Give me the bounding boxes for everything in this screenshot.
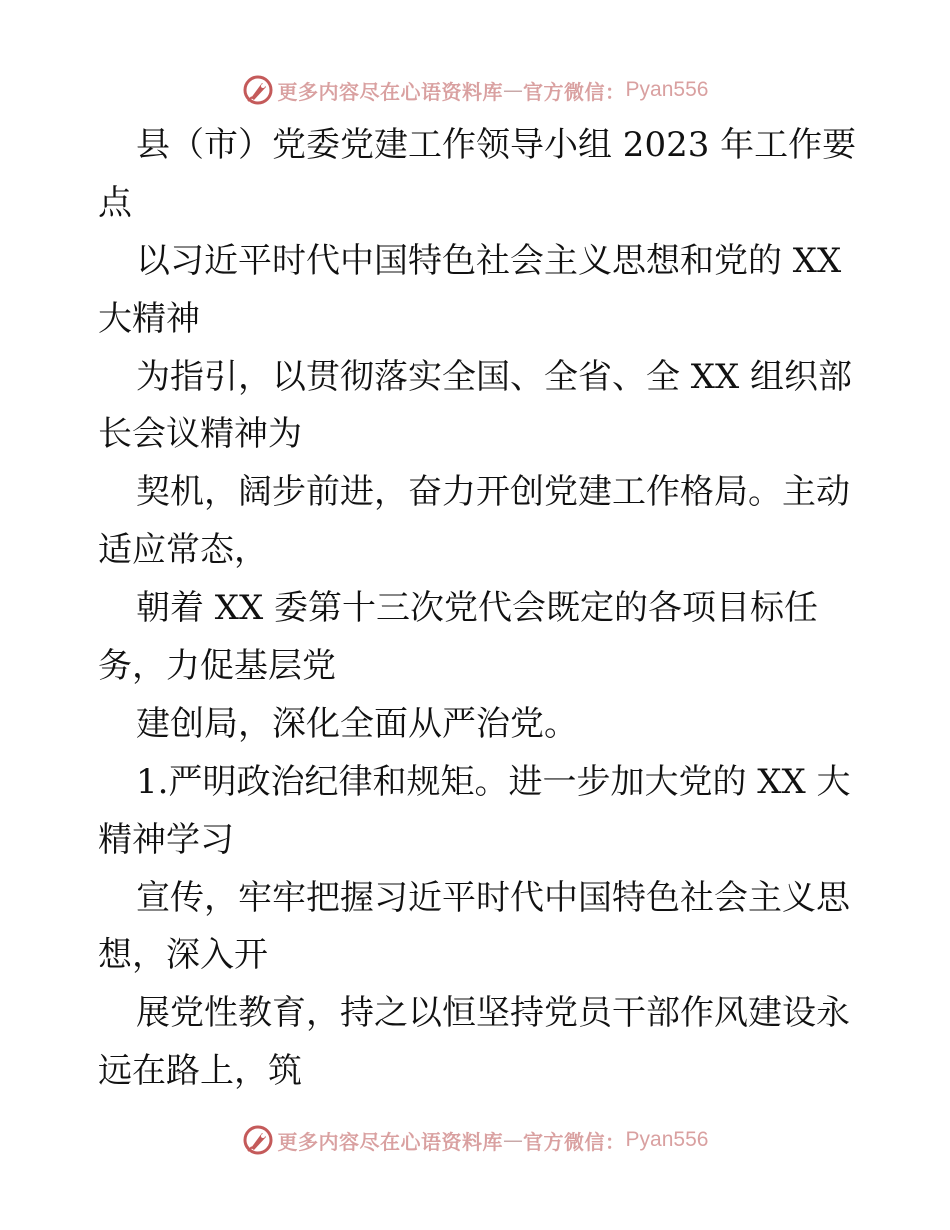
footer-watermark (0, 1120, 950, 1160)
paragraph-line: 展党性教育，持之以恒坚持党员干部作风建设永 (136, 993, 850, 1034)
header-watermark (0, 70, 950, 110)
document-title-line: 县（市）党委党建工作领导小组 2023 年工作要 (136, 125, 857, 165)
watermark-separator: — (503, 78, 524, 102)
paragraph-line-cont: 大精神 (98, 298, 200, 339)
paragraph-line-cont: 精神学习 (98, 819, 234, 860)
watermark-wechat-text: 官方微信： (523, 1129, 626, 1154)
watermark-wechat-text: 官方微信： (523, 79, 626, 104)
paragraph-line: 朝着 XX 委第十三次党代会既定的各项目标任 (136, 588, 819, 629)
paragraph-line-cont: 务，力促基层党 (98, 646, 336, 687)
paragraph-line: 1.严明政治纪律和规矩。进一步加大党的 XX 大 (136, 761, 851, 802)
watermark-handle: Pyan556 (625, 78, 709, 101)
watermark-site-text: 更多内容尽在心语资料库 (277, 1129, 504, 1154)
paragraph-line: 为指引，以贯彻落实全国、全省、全 XX 组织部 (136, 356, 853, 397)
paragraph-line-cont: 长会议精神为 (98, 414, 302, 455)
pen-nib-logo-icon (242, 1124, 274, 1156)
paragraph-line-cont: 远在路上，筑 (98, 1051, 302, 1092)
paragraph-line-cont: 想，深入开 (98, 935, 268, 976)
paragraph-line: 建创局，深化全面从严治党。 (136, 703, 578, 744)
document-body (98, 117, 858, 1101)
paragraph-line-cont: 适应常态， (98, 530, 268, 571)
paragraph-line: 契机，阔步前进，奋力开创党建工作格局。主动 (136, 472, 850, 513)
pen-nib-logo-icon (242, 74, 274, 106)
watermark-handle: Pyan556 (625, 1128, 709, 1151)
paragraph-line: 宣传，牢牢把握习近平时代中国特色社会主义思 (136, 877, 850, 918)
document-title-line-cont: 点 (98, 182, 132, 223)
watermark-site-text: 更多内容尽在心语资料库 (277, 79, 504, 104)
paragraph-line: 以习近平时代中国特色社会主义思想和党的 XX (136, 240, 842, 281)
watermark-separator: — (503, 1128, 524, 1152)
